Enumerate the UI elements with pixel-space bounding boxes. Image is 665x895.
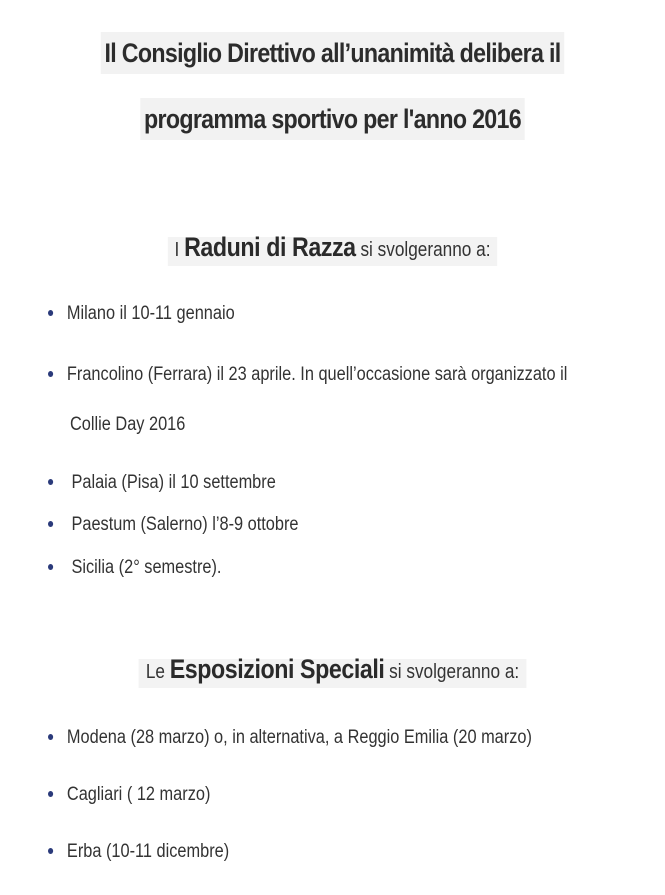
page-title-line-1 [47,38,619,69]
list-item-text: Palaia (Pisa) il 10 settembre [66,472,276,493]
list-item [48,557,561,579]
raduni-heading-pre: I [174,239,185,261]
list-item [48,514,561,536]
bullet-icon [48,734,53,740]
list-item [48,364,568,386]
esposizioni-heading [47,654,619,685]
title-text-2: programma sportivo per l'anno 2016 [141,98,525,140]
bullet-icon [48,791,53,797]
page-title-line-2 [47,104,619,135]
list-item-text: Sicilia (2° semestre). [66,557,222,578]
bullet-icon [48,521,53,527]
list-item-text: Modena (28 marzo) o, in alternativa, a Reggio Emilia (20 marzo) [66,727,532,748]
list-item-text: Paestum (Salerno) l’8-9 ottobre [66,514,299,535]
esposizioni-heading-post: si svolgeranno a: [384,661,520,683]
esposizioni-heading-wrap [139,654,526,688]
raduni-heading-post: si svolgeranno a: [355,239,491,261]
list-item-text: Milano il 10-11 gennaio [66,303,235,324]
list-item [48,784,561,806]
list-item [48,472,561,494]
list-item-text: Cagliari ( 12 marzo) [66,784,211,805]
list-item [48,303,561,325]
bullet-icon [48,564,53,570]
list-item [48,727,561,749]
list-item-continuation: Collie Day 2016 [70,414,186,435]
esposizioni-heading-pre: Le [145,661,170,683]
bullet-icon [48,310,53,316]
raduni-heading-strong: Raduni di Razza [184,232,356,262]
list-item [48,841,561,863]
raduni-heading [47,232,619,263]
bullet-icon [48,848,53,854]
bullet-icon [48,479,53,485]
list-item-text: Erba (10-11 dicembre) [66,841,230,862]
esposizioni-heading-strong: Esposizioni Speciali [169,654,385,684]
title-text-1: Il Consiglio Direttivo all’unanimità delibera il [101,32,564,74]
raduni-heading-wrap [168,232,498,266]
bullet-icon [48,371,53,377]
list-item-text: Francolino (Ferrara) il 23 aprile. In quell’occasione sarà organizzato il [66,364,568,385]
